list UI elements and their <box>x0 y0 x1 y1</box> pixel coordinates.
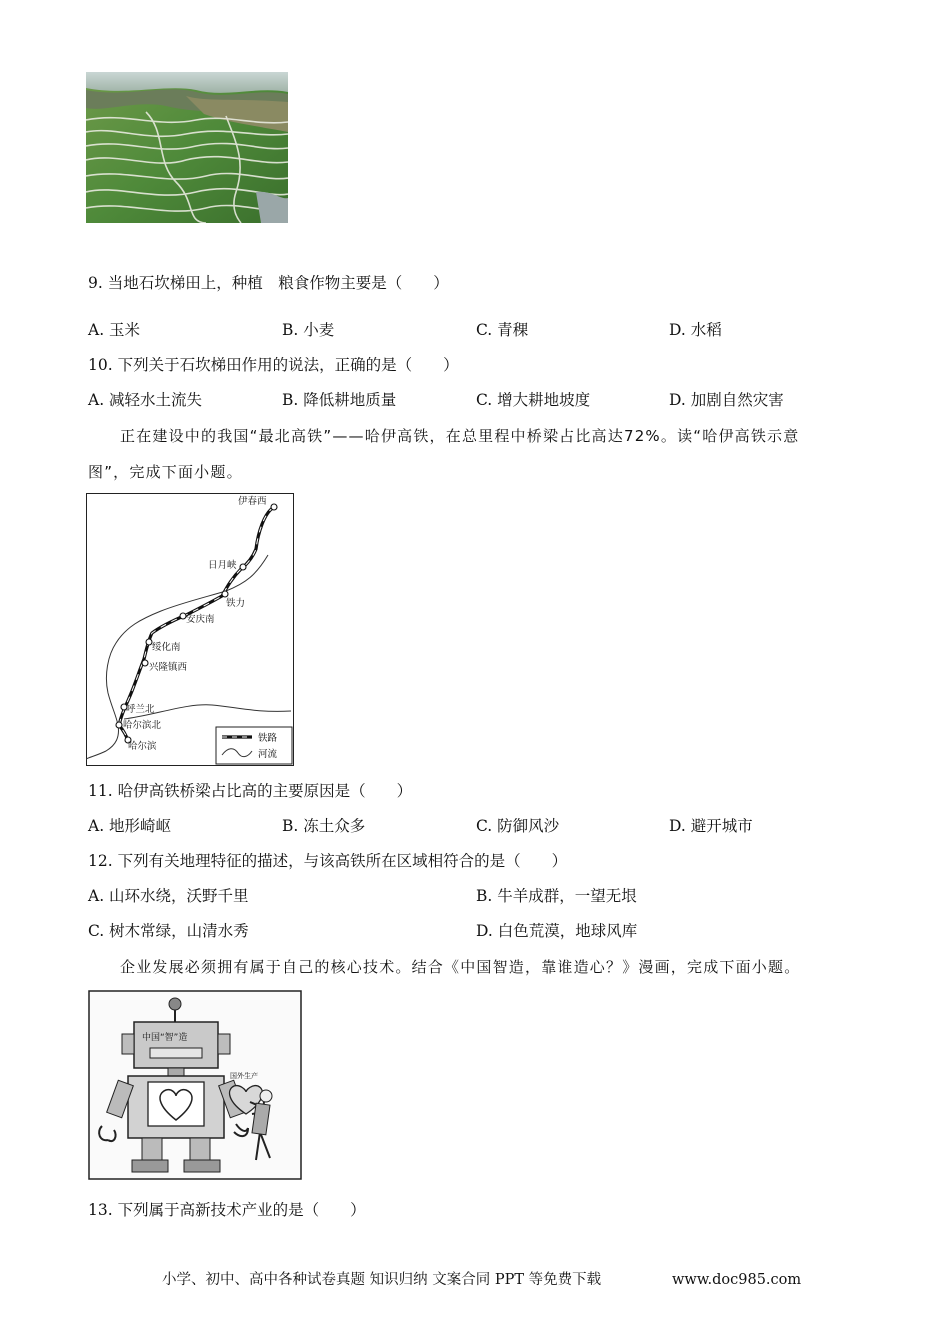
legend-river: 河流 <box>258 749 278 760</box>
heart-label: 国外生产 <box>230 1072 258 1080</box>
legend-railway: 铁路 <box>258 733 278 744</box>
q12-option-a: A. 山环水绕，沃野千里 <box>88 887 249 905</box>
station-riyuexia: 日月峡 <box>208 560 237 571</box>
station-yichunxi: 伊春西 <box>238 496 267 507</box>
q10-option-c: C. 增大耕地坡度 <box>476 391 591 409</box>
passage-core-tech: 企业发展必须拥有属于自己的核心技术。结合《中国智造，靠谁造心？》漫画，完成下面小题。 <box>120 958 801 976</box>
station-dot-riyuexia <box>240 564 246 570</box>
q11-option-c: C. 防御风沙 <box>476 817 560 835</box>
station-xinglongzhenxi: 兴隆镇西 <box>149 662 188 673</box>
passage-hayi-line1: 正在建设中的我国“最北高铁”——哈伊高铁，在总里程中桥梁占比高达72%。读“哈伊高铁示意 <box>120 427 800 445</box>
question-13-stem: 13. 下列属于高新技术产业的是（ ） <box>88 1201 366 1219</box>
q12-option-d: D. 白色荒漠，地球风库 <box>476 922 638 940</box>
q11-option-d: D. 避开城市 <box>669 817 753 835</box>
hayi-railway-map <box>86 493 294 766</box>
station-anqingnan: 安庆南 <box>186 614 215 625</box>
footer-url[interactable]: www.doc985.com <box>672 1272 802 1288</box>
q10-option-b: B. 降低耕地质量 <box>282 391 397 409</box>
station-suihuanan: 绥化南 <box>152 642 181 653</box>
passage-hayi-line2: 图”，完成下面小题。 <box>88 463 243 481</box>
q9-option-d: D. 水稻 <box>669 321 722 339</box>
station-dot-haerbinbei <box>116 722 122 728</box>
q12-option-b: B. 牛羊成群，一望无垠 <box>476 887 637 905</box>
q10-option-d: D. 加剧自然灾害 <box>669 391 784 409</box>
robot-cartoon <box>88 990 302 1180</box>
station-dot-xinglongzhenxi <box>142 660 148 666</box>
q10-option-a: A. 减轻水土流失 <box>88 391 203 409</box>
station-dot-tieli <box>222 591 228 597</box>
q9-option-c: C. 青稞 <box>476 321 529 339</box>
station-hulanbei: 呼兰北 <box>126 704 155 715</box>
station-haerbin: 哈尔滨 <box>128 741 157 752</box>
robot-label: 中国“智”造 <box>142 1033 188 1043</box>
q11-option-a: A. 地形崎岖 <box>88 817 172 835</box>
map-legend <box>216 727 292 764</box>
footer-text: 小学、初中、高中各种试卷真题 知识归纳 文案合同 PPT 等免费下载 <box>162 1272 602 1288</box>
station-haerbinbei: 哈尔滨北 <box>123 720 162 731</box>
question-10-stem: 10. 下列关于石坎梯田作用的说法，正确的是（ ） <box>88 356 459 374</box>
q12-option-c: C. 树木常绿，山清水秀 <box>88 922 249 940</box>
q9-option-a: A. 玉米 <box>88 321 141 339</box>
question-9-stem: 9. 当地石坎梯田上，种植 粮食作物主要是（ ） <box>88 274 449 292</box>
terrace-photo <box>86 72 288 223</box>
station-tieli: 铁力 <box>226 598 246 609</box>
question-11-stem: 11. 哈伊高铁桥梁占比高的主要原因是（ ） <box>88 782 413 800</box>
question-12-stem: 12. 下列有关地理特征的描述，与该高铁所在区域相符合的是（ ） <box>88 852 568 870</box>
q9-option-b: B. 小麦 <box>282 321 335 339</box>
q11-option-b: B. 冻土众多 <box>282 817 366 835</box>
station-dot-yichunxi <box>271 504 277 510</box>
